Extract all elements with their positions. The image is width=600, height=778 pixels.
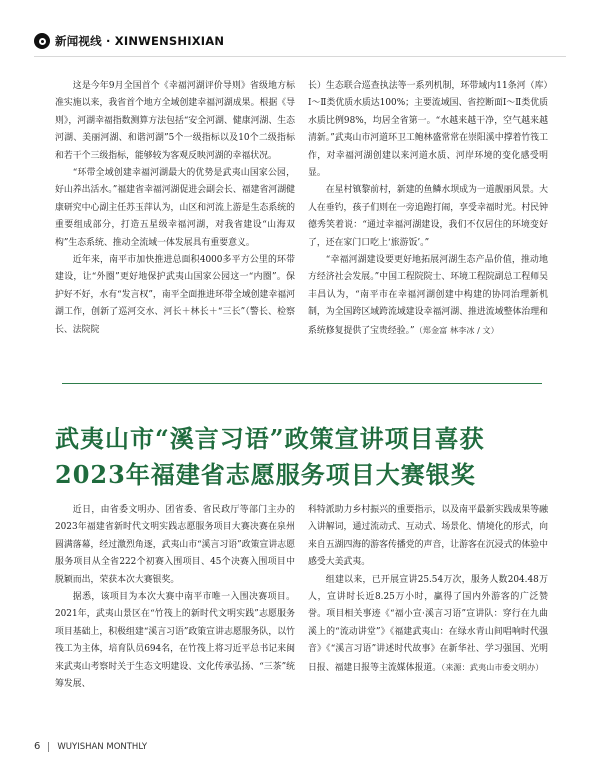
paragraph: 据悉，该项目为本次大赛中南平市唯一入围决赛项目。2021年，武夷山景区在“竹筏上的新时代文明实践”志愿服务项目基础上，积极组建“溪言习语”政策宣讲志愿服务队，以竹筏工为主体，培育队员694名，在竹筏上将习近平总书记来闽来武夷山考察时关于生态文明建设、文化传承弘扬、“三茶”统筹发展、 xyxy=(55,592,295,690)
paragraph: 近年来，南平市加快推进总面积4000多平方公里的环带建设，让“外圈”更好地保护武夷山国家公园这一“内圈”。保护好不好，水有“发言权”，南平全面推进环带全域创建幸福河湖工作，创新了巡河交水、河长＋林长＋“三长”（警长、检察长、法院院 xyxy=(55,255,295,335)
article2-title-line-1: 武夷山市“溪言习语”政策宣讲项目喜获 xyxy=(55,424,485,453)
paragraph: 近日，由省委文明办、团省委、省民政厅等部门主办的2023年福建省新时代文明实践志愿服务项目大赛决赛在泉州圆满落幕，经过激烈角逐，武夷山市“溪言习语”政策宣讲志愿服务项目从全省222个初赛入围项目、45个决赛入围项目中脱颖而出，荣获本次大赛银奖。 xyxy=(55,505,295,585)
source-credit: （来源：武夷山市委文明办） xyxy=(441,661,544,672)
paragraph: 这是今年9月全国首个《幸福河湖评价导则》省级地方标准实施以来，我省首个地方全域创建幸福河湖成果。根据《导则》，河湖幸福指数测算方法包括“安全河湖、健康河湖、生态河湖、美丽河湖、和谐河湖”5个一级指标以及10个二级指标和若干个三级指标，能够较为客观反映河湖的幸福状况。 xyxy=(55,81,295,161)
magazine-name: WUYISHAN MONTHLY xyxy=(57,741,148,752)
page-number: 6 xyxy=(34,741,41,752)
paragraph-text: “幸福河湖建设要更好地拓展河湖生态产品价值，推动地方经济社会发展。”中国工程院院士、环境工程院副总工程师吴丰昌认为，“南平市在幸福河湖创建中构建的协同治理新机制，为全国跨区域跨流域建设幸福河湖、推进流域整体治理和系统修复提供了宝贵经验。” xyxy=(308,255,548,336)
article2-column-2 xyxy=(308,502,548,677)
paragraph: 长）生态联合巡查执法等一系列机制，环带域内11条河（库）Ⅰ～Ⅱ类优质水质达100%；主要流域国、省控断面Ⅰ～Ⅱ类优质水质比例98%，均居全省第一。“水越来越干净，空气越来越清新。”武夷山市河道环卫工鲍林盛常常在崇阳溪中撑着竹筏工作，对幸福河湖创建以来河道水质、河岸环境的变化感受明显。 xyxy=(308,81,548,179)
paragraph xyxy=(308,252,548,340)
news-logo-icon xyxy=(34,33,50,49)
article2-column-1 xyxy=(55,502,295,693)
article2-title-line-2: 2023年福建省志愿服务项目大赛银奖 xyxy=(55,460,476,489)
article-divider xyxy=(62,383,542,384)
header-divider xyxy=(34,56,566,57)
paragraph: “环带全域创建幸福河湖最大的优势是武夷山国家公园，好山养出活水。”福建省幸福河湖促进会副会长、福建省河湖健康研究中心副主任苏玉萍认为，山区和河流上游是生态系统的重要组成部分，打造五星级幸福河湖，对我省建设“山海双构”生态系统、推动全流域一体发展具有重要意义。 xyxy=(55,168,295,248)
paragraph xyxy=(308,572,548,677)
page-footer xyxy=(34,741,147,752)
author-credit: （郑金富 林李冰 / 文） xyxy=(414,324,499,335)
article1-column-2 xyxy=(308,78,548,340)
section-title: 新闻视线 · XINWENSHIXIAN xyxy=(55,34,225,48)
paragraph-text: 组建以来，已开展宣讲25.54万次，服务人数204.48万人，宣讲时长近8.25万小时，赢得了国内外游客的广泛赞誉。项目相关事迹《“福小宣·溪言习语”宣讲队：穿行在九曲溪上的“流动讲堂”》《福建武夷山：在绿水青山间唱响时代强音》《“溪言习语”讲述时代故事》在新华社、学习强国、光明日报、福建日报等主流媒体报道。 xyxy=(308,574,548,673)
footer-separator xyxy=(48,742,49,752)
section-header xyxy=(34,30,224,52)
paragraph: 在星村镇黎前村，新建的鱼鳞水坝成为一道靓丽风景。大人在垂钓，孩子们则在一旁追跑打闹，享受幸福时光。村民钟德秀笑着说：“通过幸福河湖建设，我们不仅居住的环境变好了，还在家门口吃上‘旅游饭’。” xyxy=(308,185,548,248)
article1-column-1 xyxy=(55,78,295,339)
paragraph: 科特派助力乡村振兴的重要指示，以及南平最新实践成果等融入讲解词，通过流动式、互动式、场景化、情境化的形式，向来自五湖四海的游客传播党的声音，让游客在沉浸式的体验中感受大美武夷。 xyxy=(308,505,548,568)
